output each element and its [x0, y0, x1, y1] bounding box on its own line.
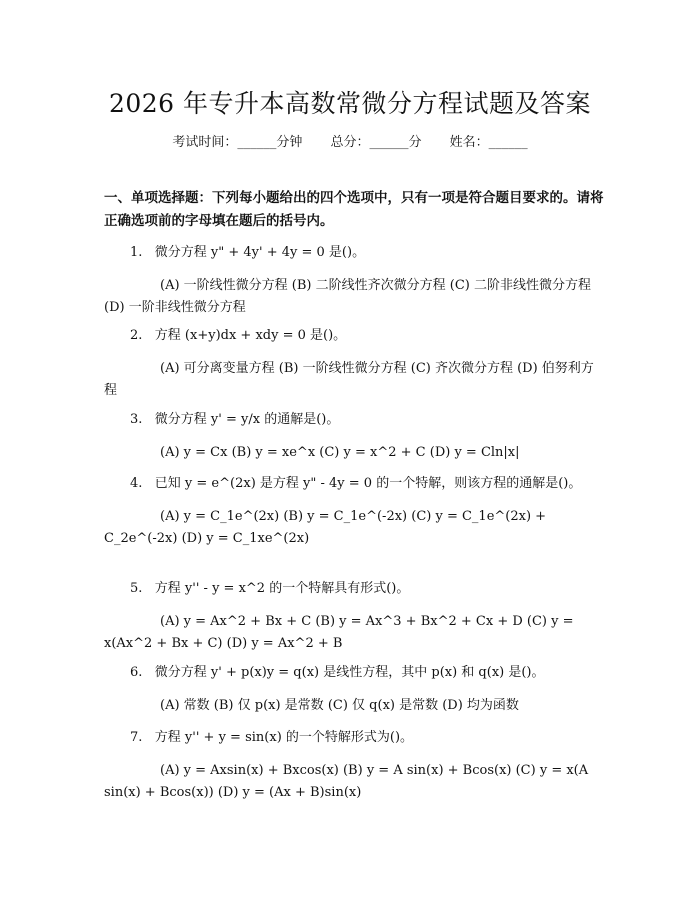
question-7 [104, 727, 604, 804]
question-stem: 1. 微分方程 y" + 4y' + 4y = 0 是()。 [130, 245, 366, 260]
question-stem: 6. 微分方程 y' + p(x)y = q(x) 是线性方程，其中 p(x) 和 q(x) 是()。 [130, 665, 545, 680]
question-stem: 3. 微分方程 y' = y/x 的通解是()。 [130, 412, 340, 427]
student-name-field: 姓名：______ [449, 135, 528, 150]
exam-time-field: 考试时间：______分钟 [172, 135, 303, 150]
question-1 [104, 242, 604, 319]
page-title: 2026 年专升本高数常微分方程试题及答案 [108, 89, 592, 118]
question-3 [104, 409, 604, 464]
question-options: (A) 一阶线性微分方程 (B) 二阶线性齐次微分方程 (C) 二阶非线性微分方程 (D) 一阶非线性微分方程 [104, 278, 591, 315]
question-stem: 4. 已知 y = e^(2x) 是方程 y" - 4y = 0 的一个特解，则该方程的通解是()。 [130, 476, 582, 491]
question-4 [104, 473, 604, 550]
question-5 [104, 578, 604, 655]
question-options: (A) y = Axsin(x) + Bxcos(x) (B) y = A sin(x) + Bcos(x) (C) y = x(A sin(x) + Bcos(x)) (D) y = (Ax + B)sin(x) [104, 763, 589, 800]
question-options: (A) y = Cx (B) y = xe^x (C) y = x^2 + C (D) y = Cln|x| [160, 445, 520, 460]
question-options: (A) 可分离变量方程 (B) 一阶线性微分方程 (C) 齐次微分方程 (D) 伯努利方程 [104, 361, 594, 398]
exam-info-line [0, 131, 700, 150]
question-stem: 7. 方程 y'' + y = sin(x) 的一个特解形式为()。 [130, 730, 414, 745]
question-2 [104, 325, 604, 402]
question-options: (A) y = Ax^2 + Bx + C (B) y = Ax^3 + Bx^2 + Cx + D (C) y = x(Ax^2 + Bx + C) (D) y = Ax^2 + B [104, 614, 574, 651]
question-options: (A) 常数 (B) 仅 p(x) 是常数 (C) 仅 q(x) 是常数 (D) 均为函数 [160, 698, 519, 713]
question-stem: 2. 方程 (x+y)dx + xdy = 0 是()。 [130, 328, 347, 343]
total-score-field: 总分：______分 [330, 135, 422, 150]
question-6 [104, 662, 604, 717]
question-stem: 5. 方程 y'' - y = x^2 的一个特解具有形式()。 [130, 581, 410, 596]
section-heading: 一、单项选择题：下列每小题给出的四个选项中，只有一项是符合题目要求的。请将正确选项前的字母填在题后的括号内。 [104, 190, 604, 229]
question-options: (A) y = C_1e^(2x) (B) y = C_1e^(-2x) (C) y = C_1e^(2x) + C_2e^(-2x) (D) y = C_1xe^(2x) [104, 509, 547, 546]
